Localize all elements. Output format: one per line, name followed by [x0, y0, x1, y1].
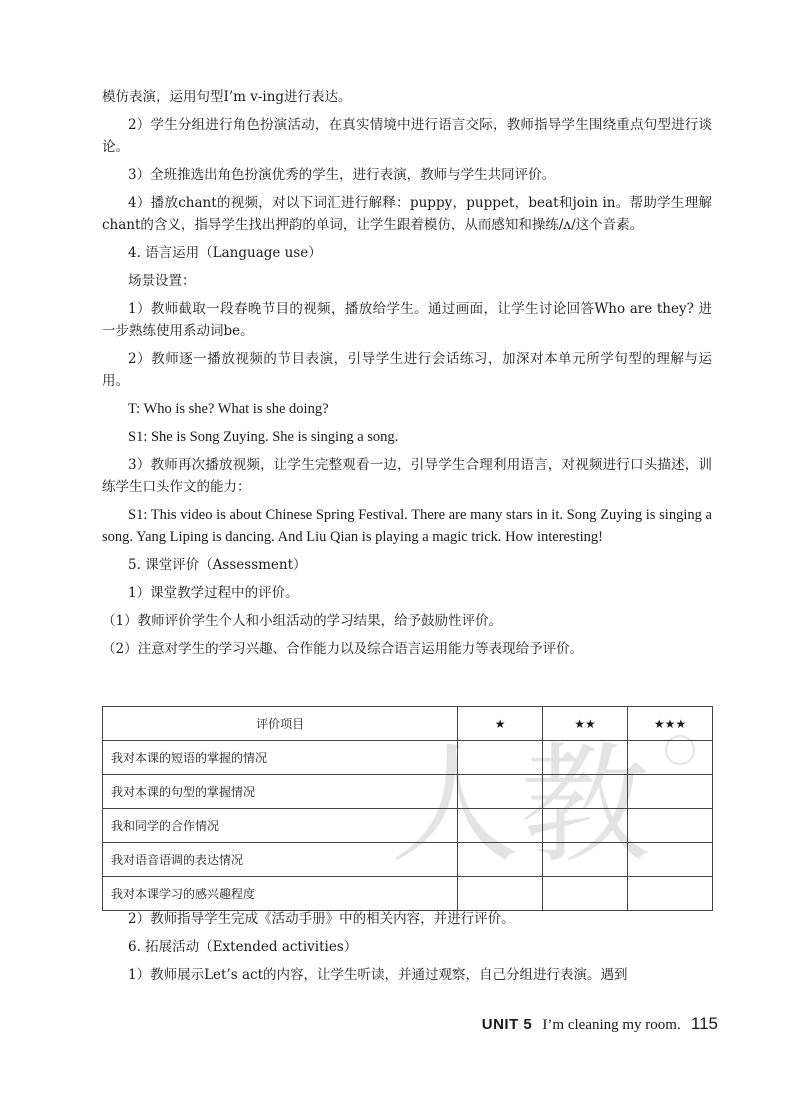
table-cell-rating: [543, 741, 628, 775]
table-cell-rating: [543, 877, 628, 911]
paragraph: 1）教师截取一段春晚节目的视频，播放给学生。通过画面，让学生讨论回答Who are they? 进一步熟练使用系动词be。: [102, 301, 712, 339]
footer-unit: UNIT 5: [481, 1016, 533, 1033]
paragraph: 3）全班推选出角色扮演优秀的学生，进行表演，教师与学生共同评价。: [128, 167, 556, 183]
table-cell-rating: [628, 809, 713, 843]
paragraph: 场景设置：: [128, 273, 196, 289]
table-cell-rating: [458, 741, 543, 775]
footer-unit-title: I’m cleaning my room.: [542, 1017, 681, 1033]
paragraph: 1）课堂教学过程中的评价。: [128, 585, 299, 601]
paragraph: T: Who is she? What is she doing?: [128, 401, 329, 417]
table-cell-item: 我对本课学习的感兴趣程度: [103, 877, 458, 911]
table-header-one-star: ★: [458, 707, 543, 741]
table-cell-rating: [628, 775, 713, 809]
table-cell-rating: [628, 877, 713, 911]
table-header-item: 评价项目: [103, 707, 458, 741]
paragraph: 4. 语言运用（Language use）: [128, 245, 322, 261]
paragraph: 2）教师指导学生完成《活动手册》中的相关内容，并进行评价。: [128, 911, 515, 927]
paragraph: 2）教师逐一播放视频的节目表演，引导学生进行会话练习，加深对本单元所学句型的理解与运用。: [102, 351, 712, 389]
table-row: [103, 775, 713, 809]
paragraph: 5. 课堂评价（Assessment）: [128, 557, 307, 573]
paragraph: 6. 拓展活动（Extended activities）: [128, 939, 358, 955]
table-header-three-star: ★★★: [628, 707, 713, 741]
paragraph: 1）教师展示Let’s act的内容，让学生听读，并通过观察，自己分组进行表演。遇到: [128, 967, 628, 983]
table-header-two-star: ★★: [543, 707, 628, 741]
page-number: 115: [690, 1014, 718, 1033]
paragraph: （1）教师评价学生个人和小组活动的学习结果，给予鼓励性评价。: [102, 613, 503, 629]
body-text-bottom: [102, 908, 712, 992]
table-body: [103, 741, 713, 911]
paragraph: S1: She is Song Zuying. She is singing a song.: [128, 429, 399, 445]
table-cell-rating: [628, 741, 713, 775]
table-header-row: [103, 707, 713, 741]
table-cell-rating: [543, 809, 628, 843]
paragraph: 4）播放chant的视频，对以下词汇进行解释：puppy，puppet，beat和join in。帮助学生理解chant的含义，指导学生找出押韵的单词，让学生跟着模仿，从而感知和操练/ʌ/这个音素。: [102, 195, 712, 233]
table-cell-rating: [458, 775, 543, 809]
paragraph: S1: This video is about Chinese Spring Festival. There are many stars in it. Song Zuying is singing a song. Yang Liping is dancing. And Liu Qian is playing a magic trick. How interesting!: [102, 507, 712, 545]
table-cell-rating: [543, 775, 628, 809]
body-text-top: [102, 86, 712, 666]
table-cell-item: 我和同学的合作情况: [103, 809, 458, 843]
table-row: [103, 877, 713, 911]
table-cell-item: 我对语音语调的表达情况: [103, 843, 458, 877]
paragraph: 2）学生分组进行角色扮演活动，在真实情境中进行语言交际，教师指导学生围绕重点句型进行谈论。: [102, 117, 712, 155]
table-cell-item: 我对本课的短语的掌握的情况: [103, 741, 458, 775]
paragraph: 模仿表演，运用句型I’m v-ing进行表达。: [102, 89, 352, 105]
assessment-table: [102, 706, 713, 911]
page-footer: [482, 1014, 718, 1034]
table-cell-rating: [458, 809, 543, 843]
table-cell-rating: [458, 843, 543, 877]
table-row: [103, 809, 713, 843]
paragraph: 3）教师再次播放视频，让学生完整观看一边，引导学生合理利用语言，对视频进行口头描述，训练学生口头作文的能力：: [102, 457, 712, 495]
table-cell-item: 我对本课的句型的掌握情况: [103, 775, 458, 809]
svg-text:人教: 人教: [390, 729, 651, 881]
table-cell-rating: [543, 843, 628, 877]
table-row: [103, 741, 713, 775]
paragraph: （2）注意对学生的学习兴趣、合作能力以及综合语言运用能力等表现给予评价。: [102, 641, 584, 657]
table-row: [103, 843, 713, 877]
table-cell-rating: [628, 843, 713, 877]
table-cell-rating: [458, 877, 543, 911]
